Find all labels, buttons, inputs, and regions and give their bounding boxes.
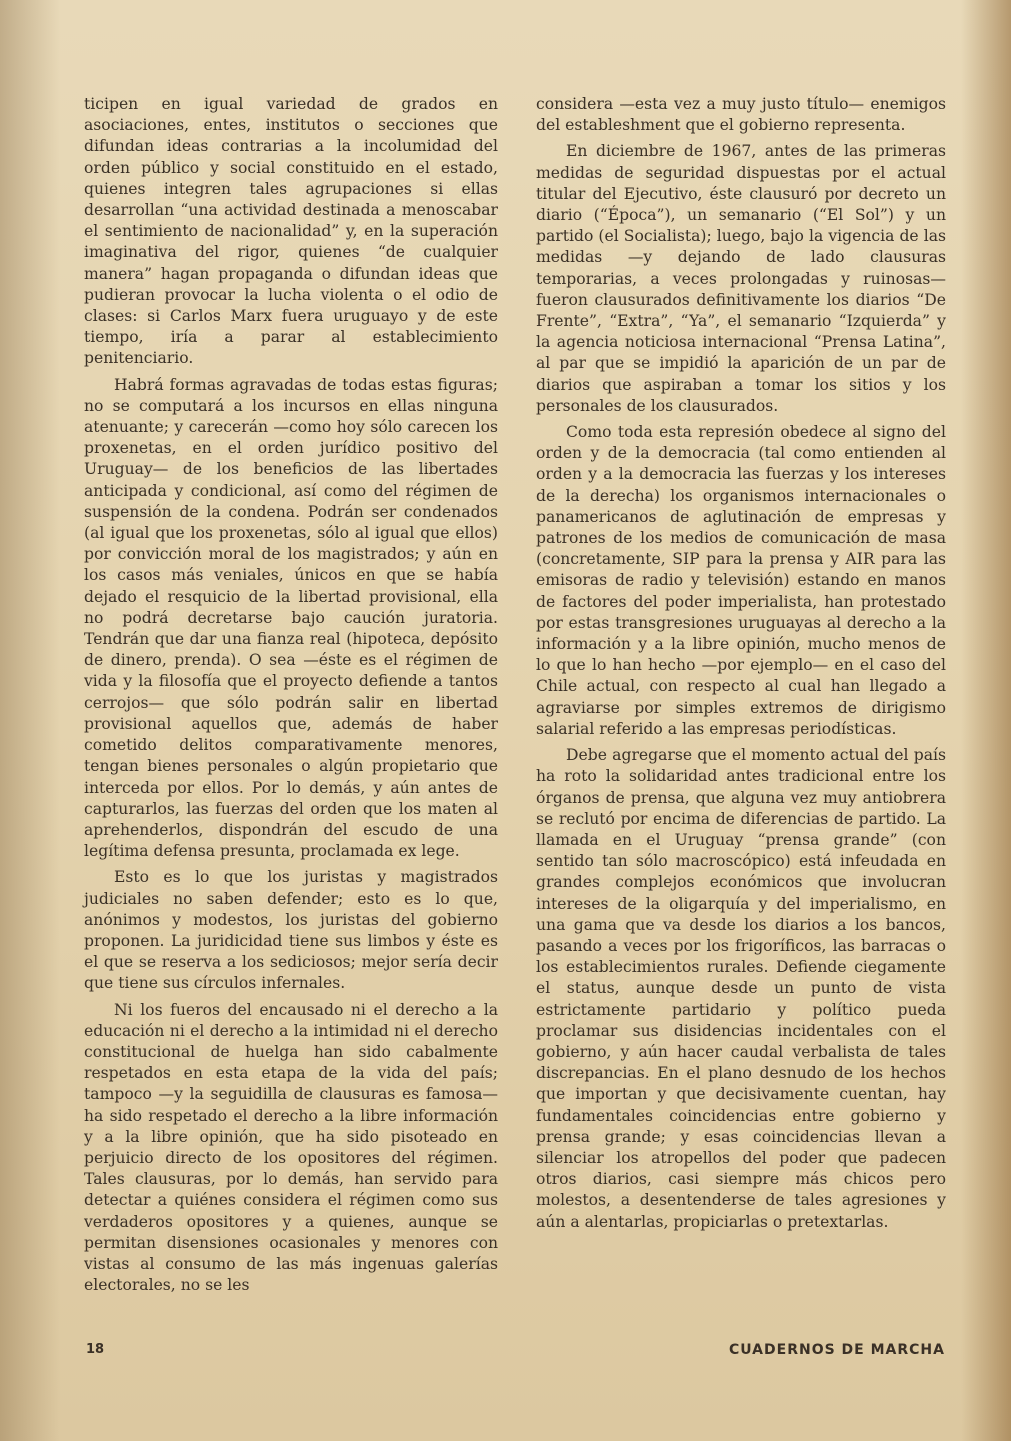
paragraph: considera —esta vez a muy justo título— enemigos del estableshment que el gobierno representa.: [536, 95, 946, 135]
right-text-column: [536, 94, 946, 1233]
paragraph: Habrá formas agravadas de todas estas figuras; no se computará a los incursos en ellas ninguna atenuante; y carecerán —como hoy sólo carecen los proxenetas, en el orden jurídico positivo del Uruguay— de los beneficios de las libertades anticipada y condicional, así como del régimen de suspensión de la condena. Podrán ser condenados (al igual que los proxenetas, sólo al igual que ellos) por convicción moral de los magistrados; y aún en los casos más veniales, únicos en que se había dejado el resquicio de la libertad provisional, ella no podrá decretarse bajo caución juratoria. Tendrán que dar una fianza real (hipoteca, depósito de dinero, prenda). O sea —éste es el régimen de vida y la filosofía que el proyecto defiende a tantos cerrojos— que sólo podrán salir en libertad provisional aquellos que, además de haber cometido delitos comparativamente menores, tengan bienes personales o algún propietario que interceda por ellos. Por lo demás, y aún antes de capturarlos, las fuerzas del orden que los maten al aprehenderlos, dispondrán del escudo de una legítima defensa presunta, proclamada ex lege.: [84, 375, 498, 861]
paragraph: Ni los fueros del encausado ni el derecho a la educación ni el derecho a la intimidad ni el derecho constitucional de huelga han sido cabalmente respetados en esta etapa de la vida del país; tampoco —y la seguidilla de clausuras es famosa— ha sido respetado el derecho a la libre información y a la libre opinión, que ha sido pisoteado en perjuicio directo de los opositores del régimen. Tales clausuras, por lo demás, han servido para detectar a quiénes considera el régimen como sus verdaderos opositores y a quienes, aunque se permitan disensiones ocasionales y menores con vistas al consumo de las más ingenuas galerías electorales, no se les: [84, 1000, 498, 1295]
paragraph: Debe agregarse que el momento actual del país ha roto la solidaridad antes tradicional entre los órganos de prensa, que alguna vez muy antiobrera se reclutó por encima de diferencias de partido. La llamada en el Uruguay “prensa grande” (con sentido tan sólo macroscópico) está infeudada en grandes complejos económicos que involucran intereses de la oligarquía y del imperialismo, en una gama que va desde los diarios a los bancos, pasando a veces por los frigoríficos, las barracas o los establecimientos rurales. Defiende ciegamente el status, aunque desde un punto de vista estrictamente partidario y político pueda proclamar sus disidencias incidentales con el gobierno, y aún hacer caudal verbalista de tales discrepancias. En el plano desnudo de los hechos que importan y que decisivamente cuentan, hay fundamentales coincidencias entre gobierno y prensa grande; y esas coincidencias llevan a silenciar los atropellos del poder que padecen otros diarios, casi siempre más chicos pero molestos, a desentenderse de tales agresiones y aún a alentarlas, propiciarlas o pretextarlas.: [536, 746, 946, 1231]
paragraph: ticipen en igual variedad de grados en asociaciones, entes, institutos o secciones que difundan ideas contrarias a la incolumidad del orden público y social constituido en el estado, quienes integren tales agrupaciones si ellas desarrollan “una actividad destinada a menoscabar el sentimiento de nacionalidad” y, en la superación imaginativa del rigor, quienes “de cualquier manera” hagan propaganda o difundan ideas que pudieran provocar la lucha violenta o el odio de clases: si Carlos Marx fuera uruguayo y de este tiempo, iría a parar al establecimiento penitenciario.: [84, 95, 498, 368]
left-text-column: [84, 94, 498, 1296]
publication-title: CUADERNOS DE MARCHA: [728, 1342, 945, 1358]
paragraph: Esto es lo que los juristas y magistrados judiciales no saben defender; esto es lo que, anónimos y modestos, los juristas del gobierno proponen. La juridicidad tiene sus limbos y éste es el que se reserva a los sediciosos; mejor sería decir que tiene sus círculos infernales.: [84, 868, 498, 993]
paragraph: En diciembre de 1967, antes de las primeras medidas de seguridad dispuestas por el actual titular del Ejecutivo, éste clausuró por decreto un diario (“Época”), un semanario (“El Sol”) y un partido (el Socialista); luego, bajo la vigencia de las medidas —y dejando de lado clausuras temporarias, a veces prolongadas y ruinosas— fueron clausurados definitivamente los diarios “De Frente”, “Extra”, “Ya”, el semanario “Izquierda” y la agencia noticiosa internacional “Prensa Latina”, al par que se impidió la aparición de un par de diarios que aspiraban a tomar los sitios y los personales de los clausurados.: [536, 142, 946, 415]
paragraph: Como toda esta represión obedece al signo del orden y de la democracia (tal como entienden al orden y a la democracia las fuerzas y los intereses de la derecha) los organismos internacionales o panamericanos de aglutinación de empresas y patrones de los medios de comunicación de masa (concretamente, SIP para la prensa y AIR para las emisoras de radio y televisión) estando en manos de factores del poder imperialista, han protestado por estas transgresiones uruguayas al derecho a la información y a la libre opinión, mucho menos de lo que lo han hecho —por ejemplo— en el caso del Chile actual, con respecto al cual han llegado a agraviarse por simples extremos de dirigismo salarial referido a las empresas periodísticas.: [536, 423, 946, 738]
page-number: 18: [86, 1342, 105, 1357]
